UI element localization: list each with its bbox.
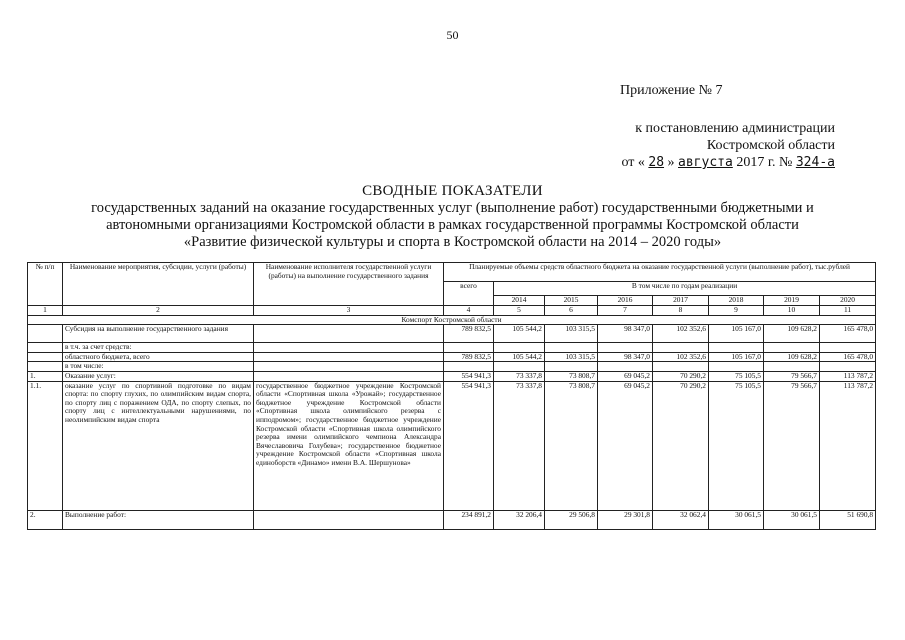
- row-num: 2.: [28, 510, 63, 529]
- row-value: 113 787,2: [820, 371, 876, 381]
- column-number: 9: [709, 306, 764, 316]
- row-value: 103 315,5: [545, 352, 598, 362]
- row-value: 73 808,7: [545, 371, 598, 381]
- row-value: 75 105,5: [709, 381, 764, 510]
- decree-line-2: Костромской области: [706, 138, 835, 153]
- row-value: 789 832,5: [444, 352, 494, 362]
- row-value: 113 787,2: [820, 381, 876, 510]
- decree-date-line: [621, 154, 835, 171]
- header-total: всего: [444, 282, 494, 306]
- header-year: 2015: [545, 296, 598, 306]
- document-title: [0, 183, 905, 251]
- row-executor: [254, 352, 444, 362]
- row-name: Оказание услуг:: [63, 371, 254, 381]
- column-number: 10: [764, 306, 820, 316]
- row-value: 70 290,2: [653, 371, 709, 381]
- row-num: [28, 325, 63, 343]
- row-value: [494, 343, 545, 353]
- row-executor: государственное бюджетное учреждение Костромской области «Спортивная школа «Урожай»; государственное бюджетное учреждение Костромской области «Спортивная школа олимпийского резерва с ипподромом»; государственное бюджетное учреждение Костромской области «Спортивная школа олимпийского резерва имени олимпийского чемпиона Александра Вячеславовича Голубева»; государственное бюджетное учреждение Костромской области «Спортивная школа единоборств «Динамо» имени В.А. Шершунова»: [254, 381, 444, 510]
- row-value: 32 206,4: [494, 510, 545, 529]
- row-value: 29 506,8: [545, 510, 598, 529]
- row-value: [653, 362, 709, 372]
- row-value: [820, 362, 876, 372]
- title-line-2: государственных заданий на оказание государственных услуг (выполнение работ) государственными бюджетными и: [91, 200, 814, 216]
- title-line-3: автономными организациями Костромской области в рамках государственной программы Костромской области: [106, 217, 799, 233]
- column-number: 2: [63, 306, 254, 316]
- row-value: [709, 343, 764, 353]
- header-year: 2014: [494, 296, 545, 306]
- row-value: 30 061,5: [764, 510, 820, 529]
- decree-reference: [621, 120, 835, 171]
- header-year: 2017: [653, 296, 709, 306]
- row-value: 79 566,7: [764, 371, 820, 381]
- row-value: 165 478,0: [820, 325, 876, 343]
- header-num: № п/п: [28, 263, 63, 306]
- header-planned: Планируемые объемы средств областного бюджета на оказание государственной услуги (выполнение работ), тыс.рублей: [444, 263, 876, 282]
- row-value: 109 628,2: [764, 352, 820, 362]
- row-value: 51 690,8: [820, 510, 876, 529]
- row-name: в т.ч. за счет средств:: [63, 343, 254, 353]
- row-executor: [254, 325, 444, 343]
- row-executor: [254, 371, 444, 381]
- row-name: Выполнение работ:: [63, 510, 254, 529]
- summary-table: [27, 262, 876, 530]
- row-value: 102 352,6: [653, 352, 709, 362]
- row-value: 98 347,0: [598, 325, 653, 343]
- row-name: областного бюджета, всего: [63, 352, 254, 362]
- row-value: 554 941,3: [444, 371, 494, 381]
- title-main: СВОДНЫЕ ПОКАЗАТЕЛИ: [362, 183, 543, 199]
- row-name: в том числе:: [63, 362, 254, 372]
- row-executor: [254, 343, 444, 353]
- header-executor: Наименование исполнителя государственной услуги (работы) на выполнение государственного задания: [254, 263, 444, 306]
- header-by-years: В том числе по годам реализации: [494, 282, 876, 296]
- column-number: 6: [545, 306, 598, 316]
- decree-day: 28: [648, 155, 665, 170]
- row-value: [444, 343, 494, 353]
- row-value: [764, 362, 820, 372]
- section-header: Комспорт Костромской области: [28, 315, 876, 325]
- row-name: оказание услуг по спортивной подготовке по видам спорта: по спорту глухих, по олимпийским видам спорта, по спорту лиц с поражением ОДА, по спорту слепых, по спорту лиц с интеллектуальными нарушениями, по неолимпийским видам спорта: [63, 381, 254, 510]
- row-value: [494, 362, 545, 372]
- row-value: 75 105,5: [709, 371, 764, 381]
- row-value: 109 628,2: [764, 325, 820, 343]
- row-value: 73 337,8: [494, 381, 545, 510]
- row-value: 105 544,2: [494, 352, 545, 362]
- row-value: 73 337,8: [494, 371, 545, 381]
- row-value: 105 544,2: [494, 325, 545, 343]
- table-row: [28, 381, 876, 510]
- decree-year: 2017 г. №: [736, 155, 793, 170]
- page-number: 50: [446, 28, 459, 42]
- column-number: 7: [598, 306, 653, 316]
- column-number: 1: [28, 306, 63, 316]
- row-value: [653, 343, 709, 353]
- table-row: [28, 352, 876, 362]
- row-value: 32 062,4: [653, 510, 709, 529]
- row-num: 1.: [28, 371, 63, 381]
- decree-mid: »: [667, 155, 675, 170]
- decree-line-1: к постановлению администрации: [635, 121, 835, 136]
- row-num: 1.1.: [28, 381, 63, 510]
- row-value: 102 352,6: [653, 325, 709, 343]
- row-value: 70 290,2: [653, 381, 709, 510]
- header-year: 2020: [820, 296, 876, 306]
- header-name: Наименование мероприятия, субсидии, услуги (работы): [63, 263, 254, 306]
- row-value: 98 347,0: [598, 352, 653, 362]
- row-value: [545, 362, 598, 372]
- row-value: [709, 362, 764, 372]
- table-row: [28, 325, 876, 343]
- column-number: 4: [444, 306, 494, 316]
- row-name: Субсидия на выполнение государственного задания: [63, 325, 254, 343]
- row-value: 103 315,5: [545, 325, 598, 343]
- row-value: 234 891,2: [444, 510, 494, 529]
- row-value: 79 566,7: [764, 381, 820, 510]
- row-value: 29 301,8: [598, 510, 653, 529]
- row-value: [598, 343, 653, 353]
- column-number: 8: [653, 306, 709, 316]
- row-executor: [254, 510, 444, 529]
- table-row: [28, 362, 876, 372]
- table-row: [28, 343, 876, 353]
- column-number: 11: [820, 306, 876, 316]
- column-number: 3: [254, 306, 444, 316]
- row-value: 554 941,3: [444, 381, 494, 510]
- row-value: 73 808,7: [545, 381, 598, 510]
- decree-month: августа: [678, 155, 733, 170]
- title-line-4: «Развитие физической культуры и спорта в Костромской области на 2014 – 2020 годы»: [183, 234, 722, 250]
- row-value: [764, 343, 820, 353]
- row-value: 69 045,2: [598, 371, 653, 381]
- decree-prefix: от «: [621, 155, 645, 170]
- row-value: 105 167,0: [709, 352, 764, 362]
- row-num: [28, 343, 63, 353]
- row-value: 789 832,5: [444, 325, 494, 343]
- table-row: [28, 510, 876, 529]
- column-numbers-row: [28, 306, 876, 316]
- header-year: 2018: [709, 296, 764, 306]
- row-executor: [254, 362, 444, 372]
- header-year: 2019: [764, 296, 820, 306]
- row-value: 30 061,5: [709, 510, 764, 529]
- row-value: 165 478,0: [820, 352, 876, 362]
- decree-number: 324-а: [795, 155, 835, 170]
- appendix-label: Приложение № 7: [620, 83, 723, 98]
- row-value: [444, 362, 494, 372]
- row-value: [545, 343, 598, 353]
- row-value: [820, 343, 876, 353]
- column-number: 5: [494, 306, 545, 316]
- row-value: [598, 362, 653, 372]
- row-value: 105 167,0: [709, 325, 764, 343]
- table-row: [28, 371, 876, 381]
- header-year: 2016: [598, 296, 653, 306]
- row-num: [28, 352, 63, 362]
- row-value: 69 045,2: [598, 381, 653, 510]
- row-num: [28, 362, 63, 372]
